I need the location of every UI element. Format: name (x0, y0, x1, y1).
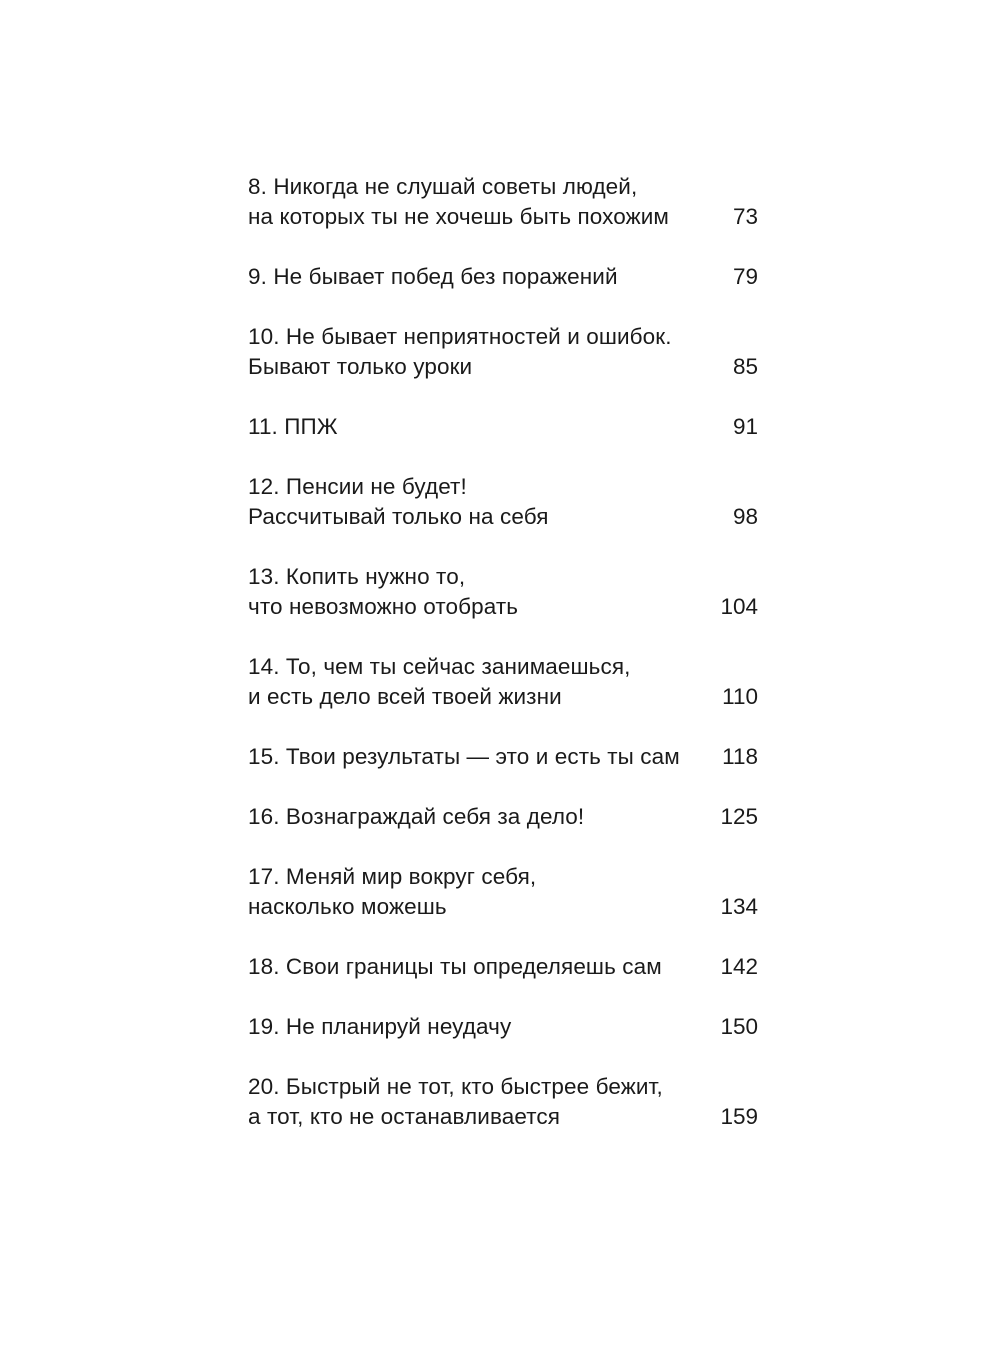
toc-entry-title-line: 9. Не бывает побед без поражений (248, 264, 618, 289)
toc-entry-16 (248, 802, 758, 832)
toc-entry-13 (248, 562, 758, 622)
toc-entry-12 (248, 472, 758, 532)
toc-entry-title-line: 16. Вознаграждай себя за дело! (248, 804, 585, 829)
toc-entry-title-line: что невозможно отобрать (248, 594, 519, 619)
toc-entry-11 (248, 412, 758, 442)
toc-page-number: 118 (722, 744, 758, 769)
toc-page-number: 159 (720, 1104, 758, 1129)
toc-entry-title-line: 13. Копить нужно то, (248, 564, 466, 589)
toc-page-number: 73 (732, 204, 758, 229)
toc-entry-14 (248, 652, 758, 712)
toc-page-number: 150 (720, 1014, 758, 1039)
toc-page-number: 134 (720, 894, 758, 919)
toc-entry-15 (248, 742, 758, 772)
toc-entry-title-line: а тот, кто не останавливается (248, 1104, 561, 1129)
toc-entry-8 (248, 172, 758, 232)
toc-entry-20 (248, 1072, 758, 1132)
toc-entry-title-line: 10. Не бывает неприятностей и ошибок. (248, 324, 672, 349)
toc-entry-title-line: 15. Твои результаты — это и есть ты сам (248, 744, 680, 769)
table-of-contents (248, 172, 758, 1162)
toc-page-number: 91 (732, 414, 758, 439)
toc-entry-9 (248, 262, 758, 292)
toc-entry-title-line: 14. То, чем ты сейчас занимаешься, (248, 654, 631, 679)
toc-page-number: 110 (722, 684, 758, 709)
toc-entry-10 (248, 322, 758, 382)
toc-entry-title-line: Бывают только уроки (248, 354, 473, 379)
toc-entry-title-line: 11. ППЖ (248, 414, 338, 439)
toc-entry-title-line: 20. Быстрый не тот, кто быстрее бежит, (248, 1074, 663, 1099)
toc-entry-title-line: на которых ты не хочешь быть похожим (248, 204, 669, 229)
toc-page-number: 98 (732, 504, 758, 529)
toc-entry-title-line: 17. Меняй мир вокруг себя, (248, 864, 537, 889)
toc-entry-title-line: насколько можешь (248, 894, 447, 919)
toc-page-number: 79 (732, 264, 758, 289)
toc-entry-17 (248, 862, 758, 922)
toc-entry-title-line: 12. Пенсии не будет! (248, 474, 467, 499)
toc-entry-title-line: Рассчитывай только на себя (248, 504, 549, 529)
toc-entry-title-line: 18. Свои границы ты определяешь сам (248, 954, 662, 979)
toc-entry-title-line: и есть дело всей твоей жизни (248, 684, 562, 709)
toc-page-number: 125 (720, 804, 758, 829)
toc-entry-18 (248, 952, 758, 982)
toc-entry-19 (248, 1012, 758, 1042)
toc-entry-title-line: 19. Не планируй неудачу (248, 1014, 512, 1039)
toc-page-number: 104 (720, 594, 758, 619)
toc-page-number: 142 (720, 954, 758, 979)
toc-entry-title-line: 8. Никогда не слушай советы людей, (248, 174, 638, 199)
toc-page-number: 85 (732, 354, 758, 379)
